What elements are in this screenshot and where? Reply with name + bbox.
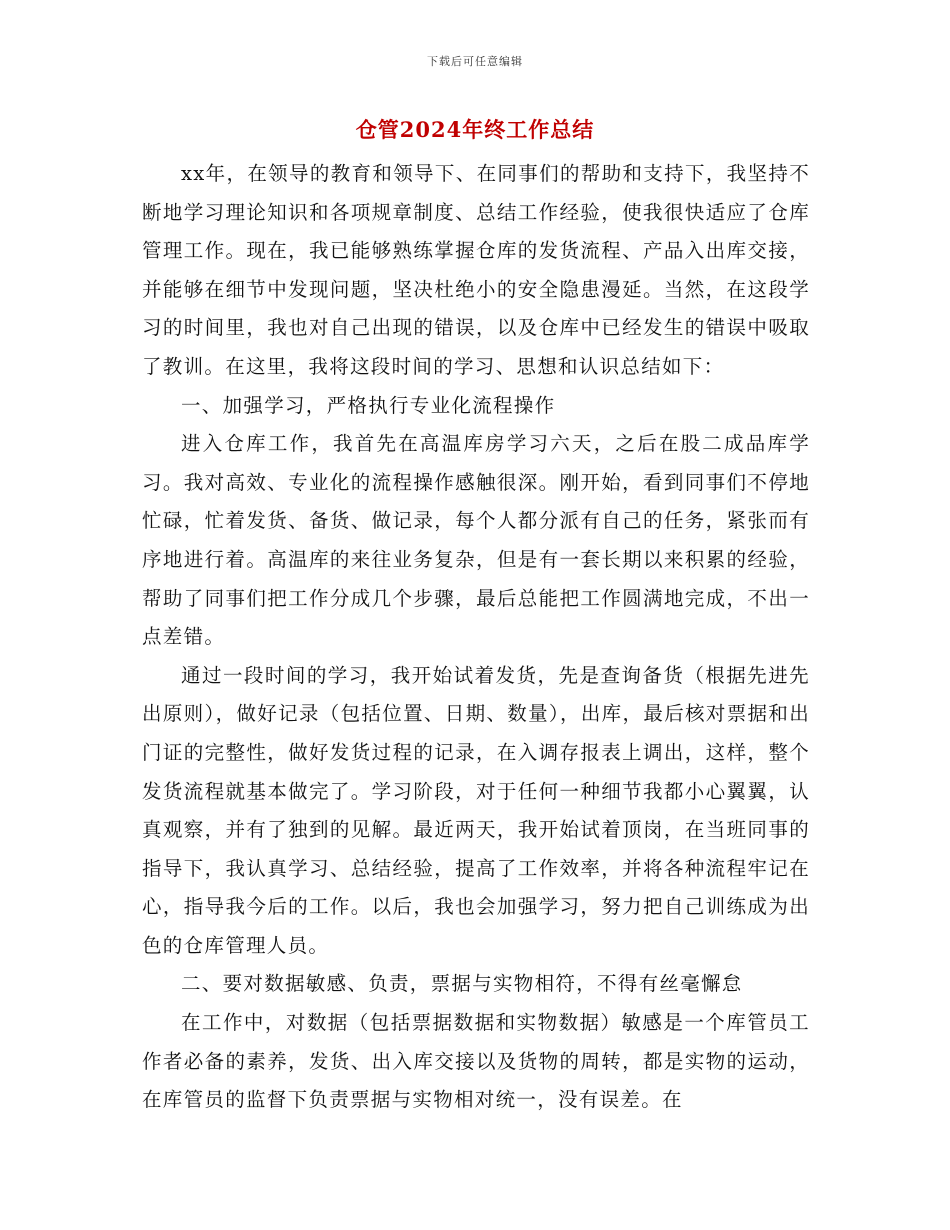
paragraph-section-1b: 通过一段时间的学习，我开始试着发货，先是查询备货（根据先进先出原则），做好记录（包括位置、日期、数量），出库，最后核对票据和出门证的完整性，做好发货过程的记录，在入调存报表上调出，这样，整个发货流程就基本做完了。学习阶段，对于任何一种细节我都小心翼翼，认真观察，并有了独到的见解。最近两天，我开始试着顶岗，在当班同事的指导下，我认真学习、总结经验，提高了工作效率，并将各种流程牢记在心，指导我今后的工作。以后，我也会加强学习，努力把自己训练成为出色的仓库管理人员。 — [142, 663, 810, 957]
paragraph-intro: xx年，在领导的教育和领导下、在同事们的帮助和支持下，我坚持不断地学习理论知识和各项规章制度、总结工作经验，使我很快适应了仓库管理工作。现在，我已能够熟练掌握仓库的发货流程、产品入出库交接，并能够在细节中发现问题，坚决杜绝小的安全隐患漫延。当然，在这段学习的时间里，我也对自己出现的错误，以及仓库中已经发生的错误中吸取了教训。在这里，我将这段时间的学习、思想和认识总结如下： — [142, 162, 810, 378]
document-body — [142, 155, 810, 1120]
section-heading-1: 一、加强学习，严格执行专业化流程操作 — [181, 393, 556, 417]
document-title: 仓管2024年终工作总结 — [355, 117, 595, 142]
paragraph-section-2a: 在工作中，对数据（包括票据数据和实物数据）敏感是一个库管员工作者必备的素养，发货、出入库交接以及货物的周转，都是实物的运动，在库管员的监督下负责票据与实物相对统一，没有误差。在 — [142, 1011, 810, 1112]
header-note: 下载后可任意编辑 — [427, 55, 523, 68]
section-heading-2: 二、要对数据敏感、负责，票据与实物相符，不得有丝毫懈怠 — [181, 972, 743, 996]
paragraph-section-1a: 进入仓库工作，我首先在高温库房学习六天，之后在股二成品库学习。我对高效、专业化的流程操作感触很深。刚开始，看到同事们不停地忙碌，忙着发货、备货、做记录，每个人都分派有自己的任务，紧张而有序地进行着。高温库的来往业务复杂，但是有一套长期以来积累的经验，帮助了同事们把工作分成几个步骤，最后总能把工作圆满地完成，不出一点差错。 — [142, 432, 810, 649]
